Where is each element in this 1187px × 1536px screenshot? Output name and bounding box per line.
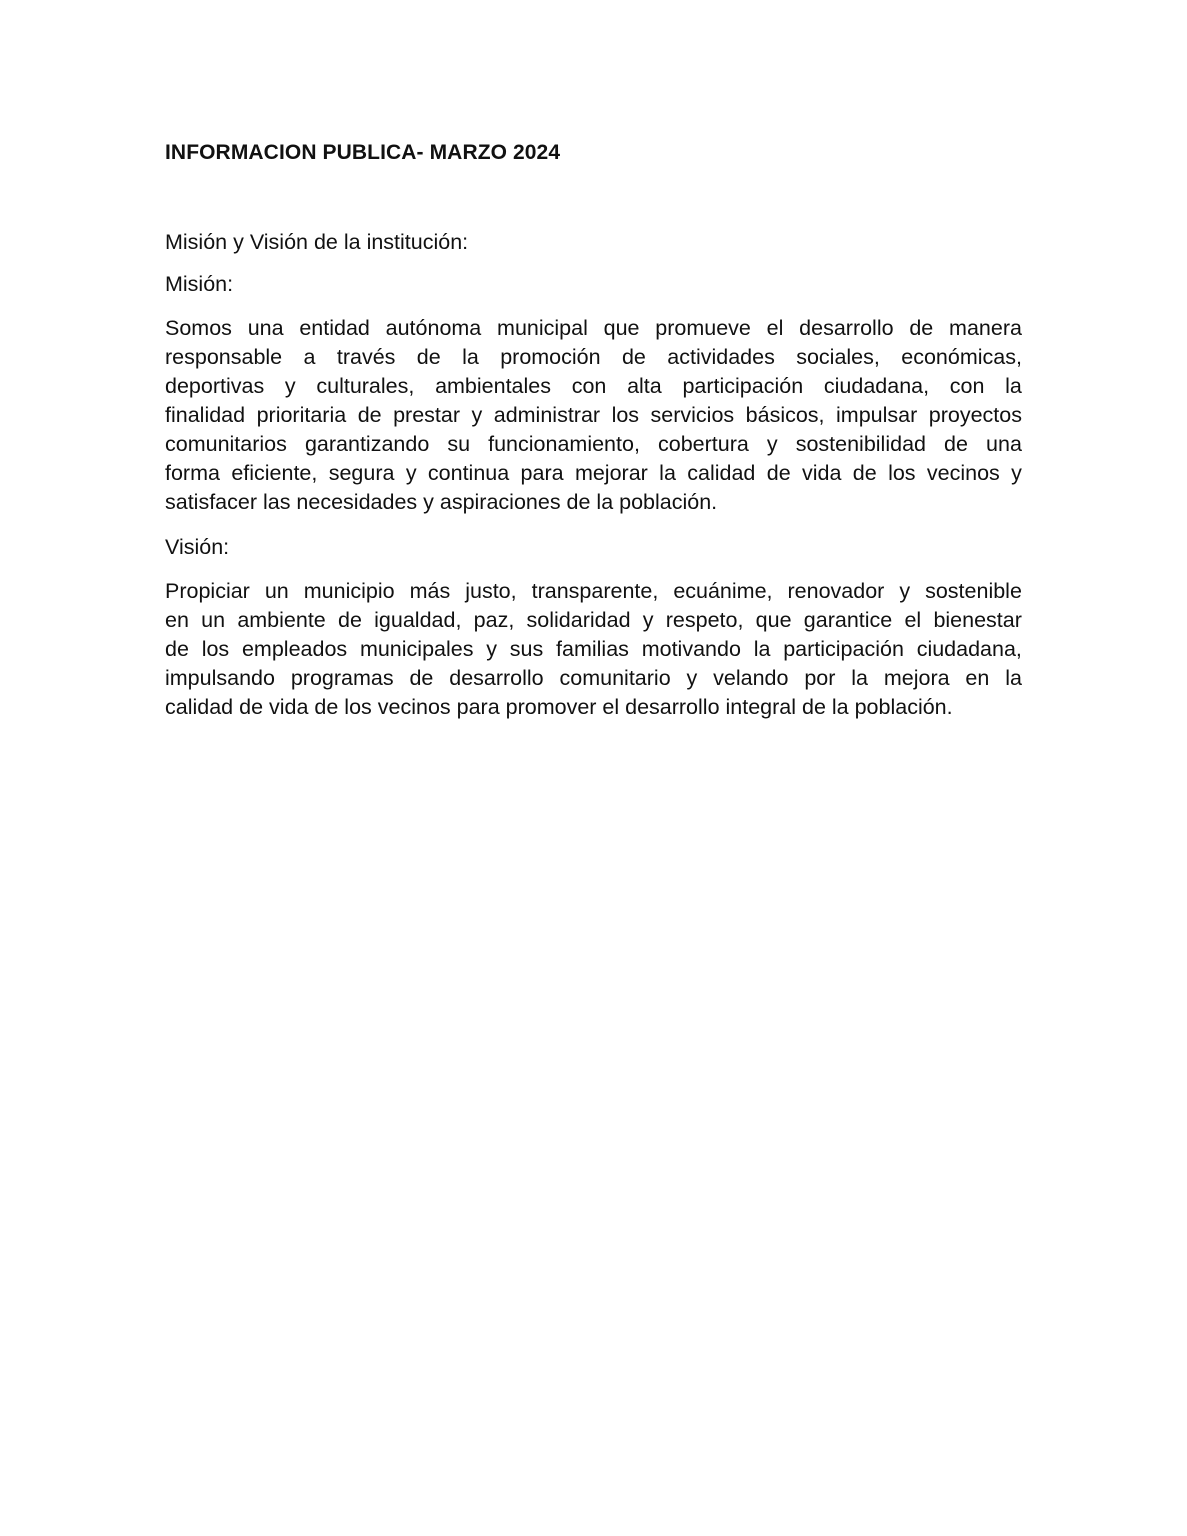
section-heading: Misión y Visión de la institución: — [165, 230, 469, 254]
vision-label: Visión: — [165, 535, 230, 559]
vision-line: de los empleados municipales y sus familias motivando la participación ciudadana, — [165, 637, 1022, 661]
mision-line: Somos una entidad autónoma municipal que promueve el desarrollo de manera — [165, 316, 1022, 340]
vision-line: Propiciar un municipio más justo, transparente, ecuánime, renovador y sostenible — [165, 579, 1022, 603]
mision-line: responsable a través de la promoción de actividades sociales, económicas, — [165, 345, 1022, 369]
vision-line: calidad de vida de los vecinos para promover el desarrollo integral de la población. — [165, 695, 953, 719]
vision-line: impulsando programas de desarrollo comunitario y velando por la mejora en la — [165, 666, 1022, 690]
mision-line: satisfacer las necesidades y aspiraciones de la población. — [165, 490, 718, 514]
mision-line: comunitarios garantizando su funcionamiento, cobertura y sostenibilidad de una — [165, 432, 1022, 456]
mision-label: Misión: — [165, 272, 234, 296]
mision-line: forma eficiente, segura y continua para mejorar la calidad de vida de los vecinos y — [165, 461, 1022, 485]
vision-line: en un ambiente de igualdad, paz, solidaridad y respeto, que garantice el bienestar — [165, 608, 1022, 632]
mision-paragraph — [165, 314, 1022, 517]
mision-line: finalidad prioritaria de prestar y administrar los servicios básicos, impulsar proyectos — [165, 403, 1022, 427]
mision-line: deportivas y culturales, ambientales con alta participación ciudadana, con la — [165, 374, 1022, 398]
document-title: INFORMACION PUBLICA- MARZO 2024 — [165, 141, 561, 164]
vision-paragraph — [165, 577, 1022, 722]
